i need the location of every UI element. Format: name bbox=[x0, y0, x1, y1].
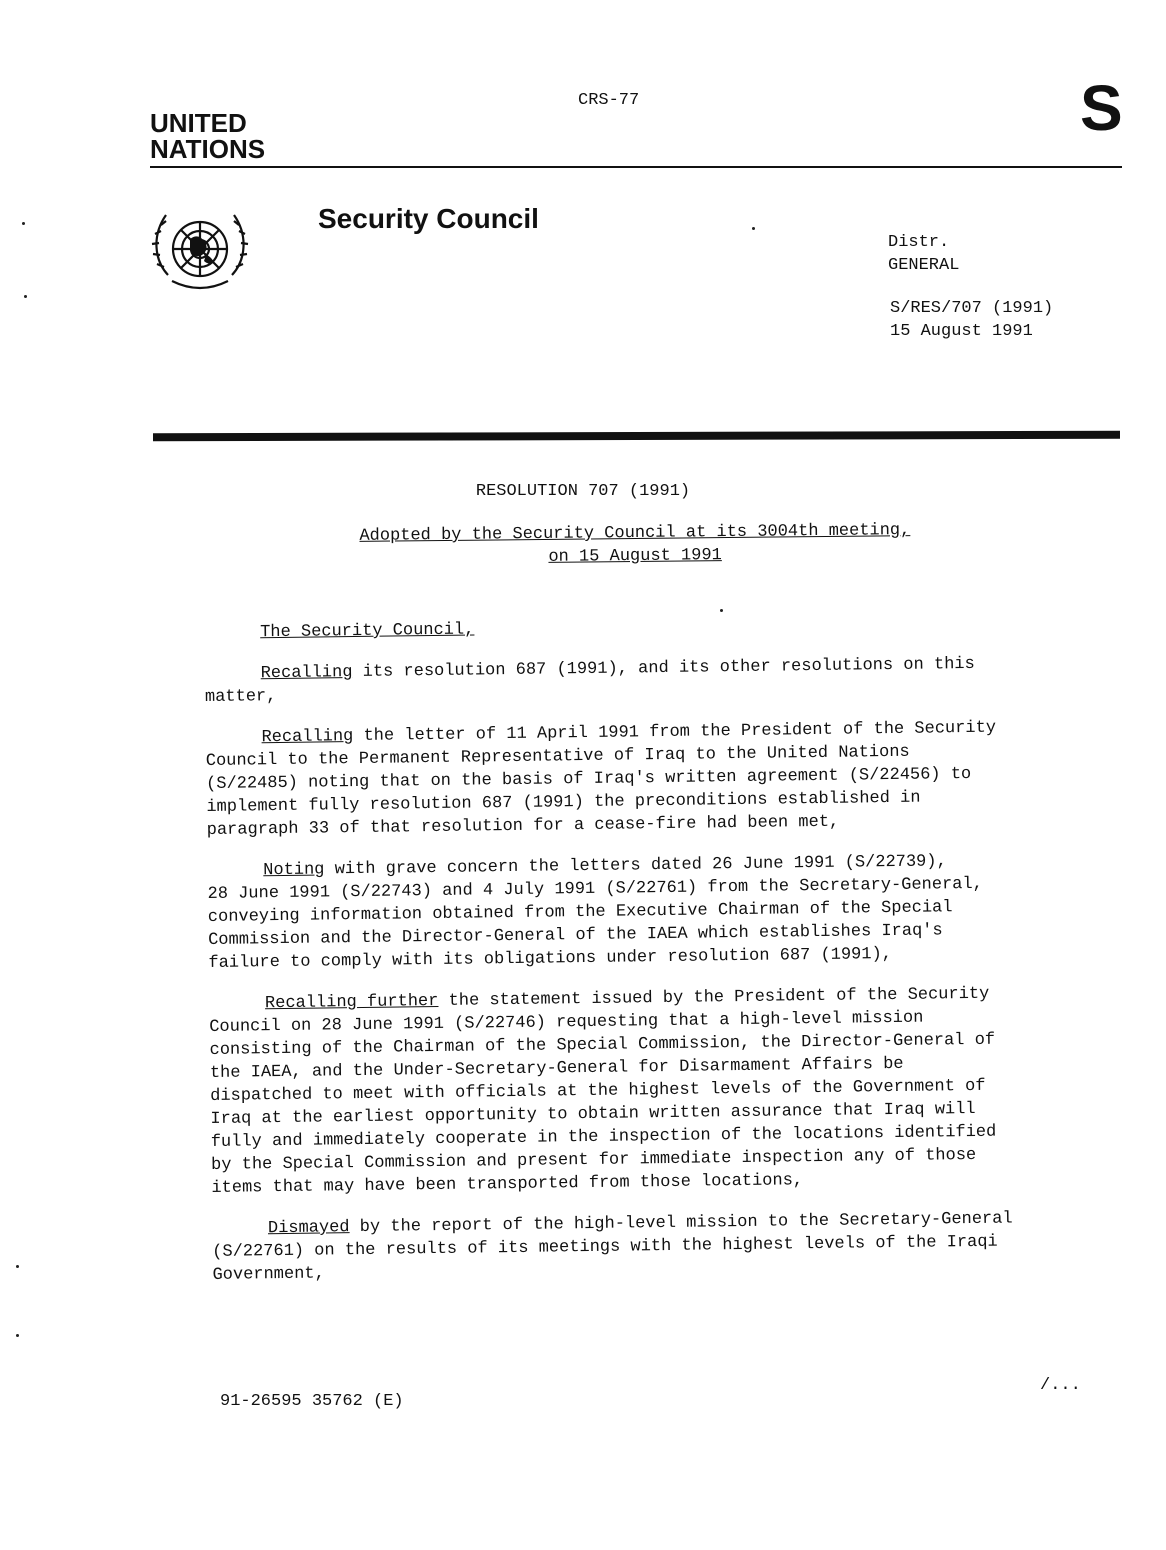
org-name-line1: UNITED bbox=[150, 108, 247, 138]
org-name bbox=[150, 110, 265, 162]
preamble bbox=[204, 610, 1093, 1304]
adoption-line1: Adopted by the Security Council at its 3004th meeting, bbox=[359, 521, 911, 546]
series-letter: S bbox=[1080, 72, 1123, 144]
paragraph-text: the letter of 11 April 1991 from the President of the Security Council to the Permanent Representative of Iraq to the United Nations (S/22485) noting that on the basis of Iraq's written agreement (S/22456) to implement fully resolution 687 (1991) the preconditions established in paragraph 33 of that resolution for a cease-fire had been met, bbox=[205, 718, 997, 840]
paragraph-text: the statement issued by the President of the Security Council on 28 June 1991 (S/22746) requesting that a high-level mission consisting of the Chairman of the Special Commission, the Director-General of the IAEA, and the Under-Secretary-General for Disarmament Affairs be dispatched to meet with officials at the highest levels of the Government of Iraq at the earliest opportunity to obtain written assurance that Iraq will fully and immediately cooperate in the inspection of the locations identified by the Special Commission and present for immediate inspection any of those items that may have been transported from those locations, bbox=[209, 984, 997, 1198]
paragraph bbox=[207, 848, 1088, 975]
paragraph-lead: Noting bbox=[263, 860, 325, 881]
un-emblem-icon bbox=[150, 205, 250, 295]
paragraph-lead: Recalling bbox=[260, 663, 353, 684]
scan-speck bbox=[16, 1265, 19, 1268]
continuation-mark: /... bbox=[1040, 1376, 1081, 1395]
symbol-text: S/RES/707 (1991) bbox=[890, 299, 1054, 318]
title-rule bbox=[153, 431, 1120, 442]
scan-speck bbox=[24, 295, 27, 298]
paragraph bbox=[204, 610, 1084, 645]
paragraph bbox=[209, 981, 1092, 1200]
paragraph-lead: The Security Council, bbox=[260, 620, 475, 643]
date-text: 15 August 1991 bbox=[890, 322, 1033, 341]
org-name-line2: NATIONS bbox=[150, 134, 266, 164]
paragraph bbox=[212, 1206, 1093, 1287]
doc-code: CRS-77 bbox=[578, 91, 640, 110]
distr-label: Distr. bbox=[888, 233, 950, 252]
distribution bbox=[888, 231, 959, 277]
scan-speck bbox=[16, 1334, 19, 1337]
header-rule bbox=[150, 166, 1122, 168]
paragraph-lead: Recalling further bbox=[264, 991, 439, 1014]
paragraph bbox=[205, 715, 1086, 842]
document-symbol bbox=[890, 297, 1053, 343]
adoption-note bbox=[330, 519, 940, 571]
body-name: Security Council bbox=[318, 203, 539, 234]
paragraph-text: its resolution 687 (1991), and its other resolutions on this matter, bbox=[204, 654, 975, 707]
scan-speck bbox=[752, 227, 755, 230]
resolution-title: RESOLUTION 707 (1991) bbox=[475, 482, 691, 501]
paragraph bbox=[205, 651, 1086, 709]
paragraph-text: with grave concern the letters dated 26 June 1991 (S/22739), 28 June 1991 (S/22743) and 4 July 1991 (S/22761) from the Secretary-General, conveying information obtained from the Executive Chairman of the Special Commission and the Director-General of the IAEA which establishes Iraq's failure to comply with its obligations under resolution 687 (1991), bbox=[207, 852, 983, 973]
paragraph-lead: Recalling bbox=[261, 727, 354, 748]
paragraph-text: by the report of the high-level mission to the Secretary-General (S/22761) on the results of its meetings with the highest levels of the Iraqi Government, bbox=[212, 1209, 1013, 1285]
distr-value: GENERAL bbox=[888, 256, 960, 275]
adoption-line2: on 15 August 1991 bbox=[548, 546, 722, 567]
paragraph-lead: Dismayed bbox=[267, 1218, 350, 1239]
scan-speck bbox=[720, 609, 723, 612]
document-number: 91-26595 35762 (E) bbox=[220, 1392, 404, 1411]
scan-speck bbox=[22, 222, 25, 225]
